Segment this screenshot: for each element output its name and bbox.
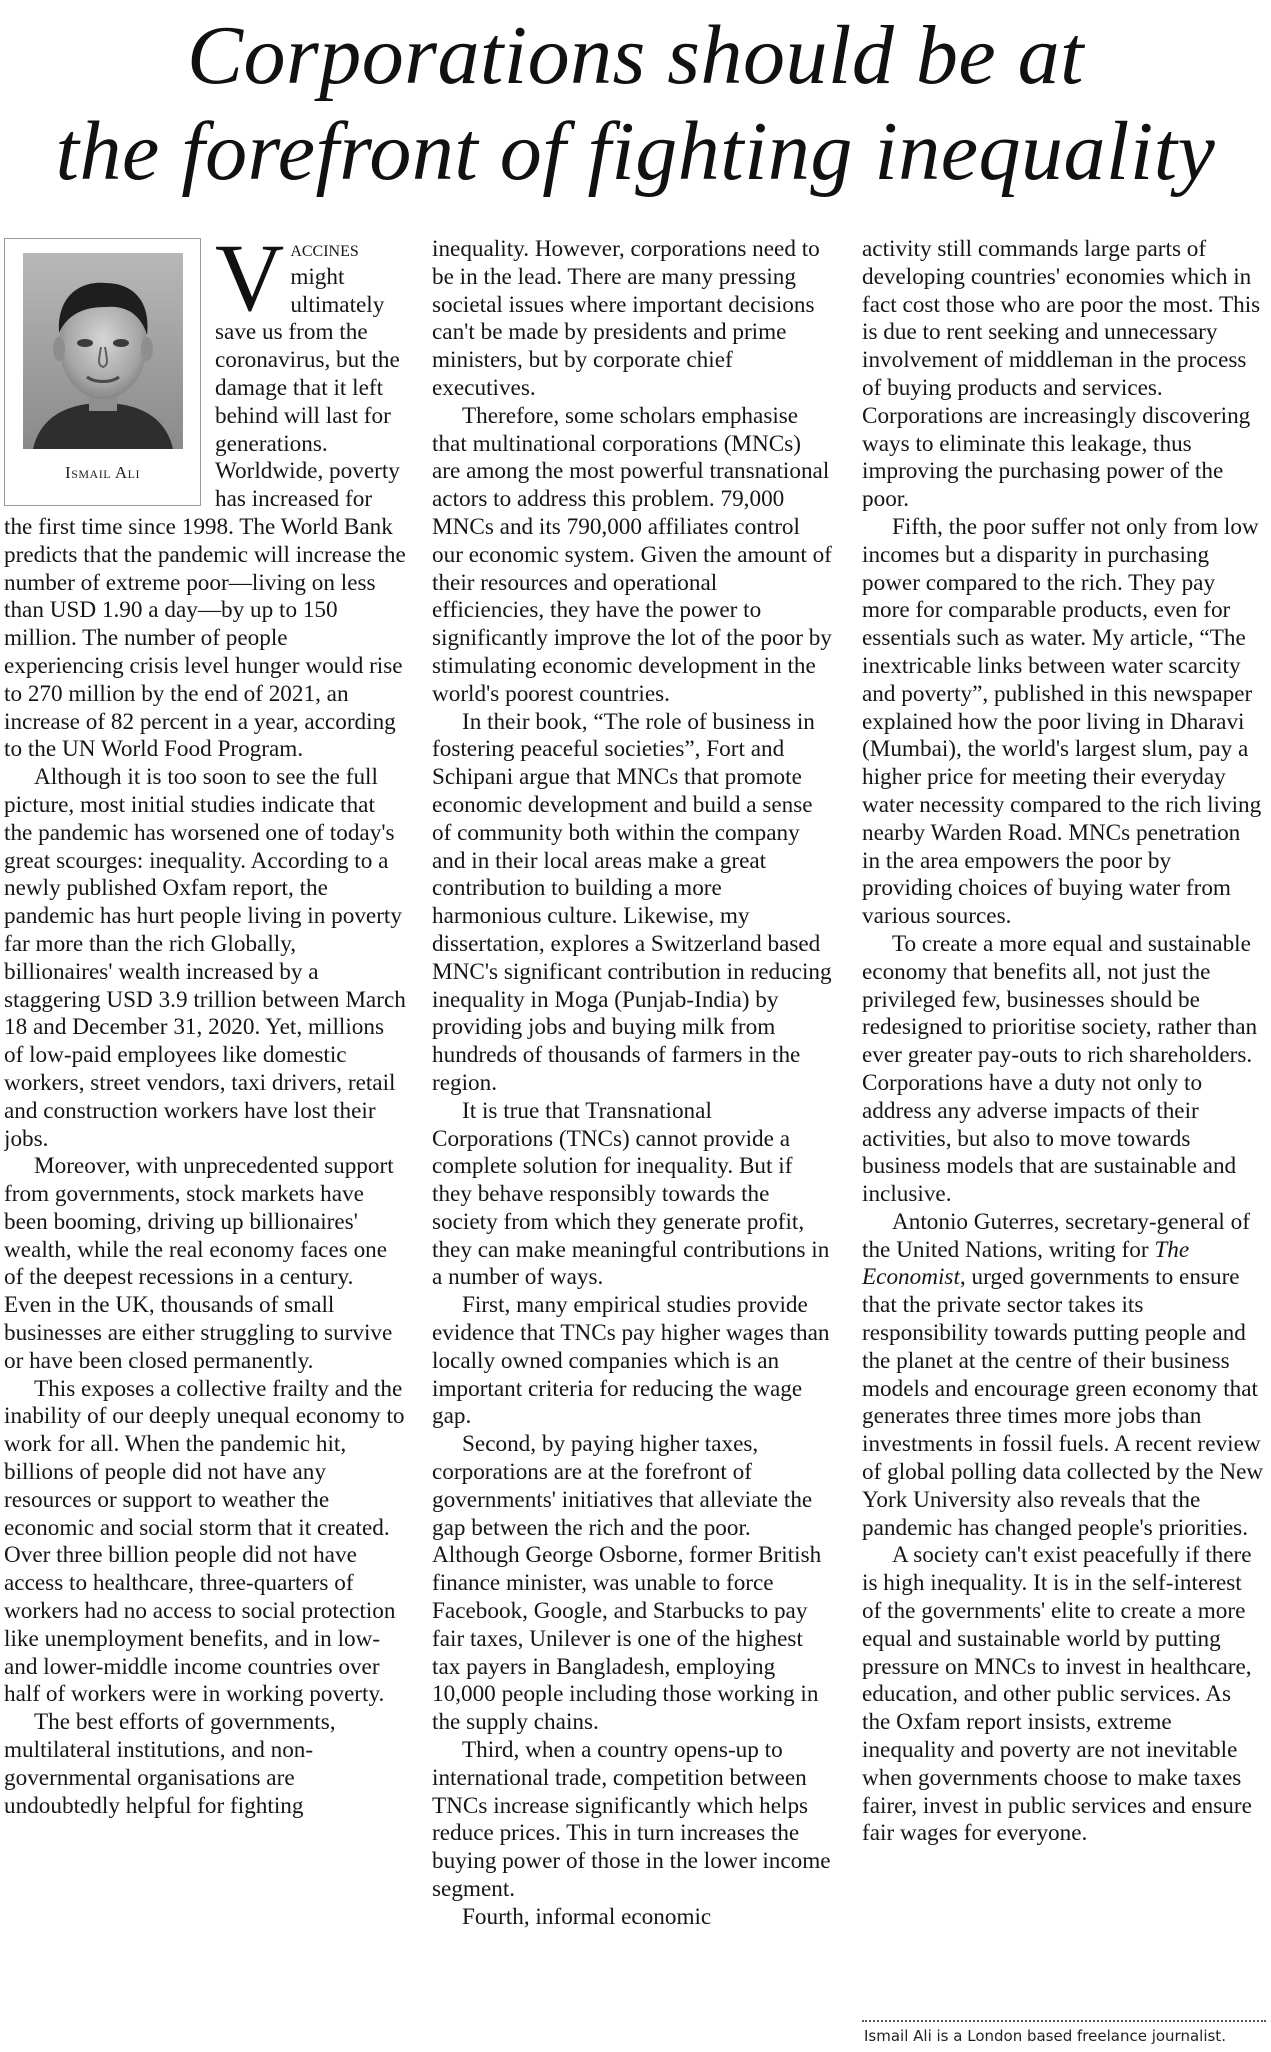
body-paragraph: Third, when a country opens-up to international trade, competition between TNCs increase significantly which helps reduce prices. This in turn increases the buying power of those in the lower income segment. <box>432 1737 831 1903</box>
body-paragraph: Therefore, some scholars emphasise that multinational corporations (MNCs) are among the most powerful transnational actors to address this problem. 79,000 MNCs and its 790,000 affiliates control our economic system. Given the amount of their resources and operational efficiencies, they have the power to significantly improve the lot of the poor by stimulating economic development in the world's poorest countries. <box>432 402 832 707</box>
publication-name: The Economist <box>862 1236 1190 1291</box>
article-column-1 <box>4 236 406 2032</box>
headline-line-2: the forefront of fighting inequality <box>55 105 1216 198</box>
author-portrait-icon <box>23 253 183 449</box>
body-paragraph-continued: inequality. However, corporations need to be in the lead. There are many pressing societal issues where important decisions can't be made by presidents and prime ministers, but by corporate chief executives. <box>432 236 820 401</box>
article-column-3 <box>862 236 1264 2016</box>
body-paragraph <box>862 1209 1264 1543</box>
guterres-text-after: , urged governments to ensure that the private sector takes its responsibility towards putting people and the planet at the centre of their business models and encourage green economy that generates three times more jobs than investments in fossil fuels. A recent review of global polling data collected by the New York University also reveals that the pandemic has changed people's priorities. <box>862 1264 1264 1541</box>
lead-text: might ultimately save us from the coronavirus, but the damage that it left behind will last for generations. Worldwide, poverty has increased for the first time since 1998. The World Bank predicts that the pandemic will increase the number of extreme poor—living on less than USD 1.90 a day—by up to 150 million. The number of people experiencing crisis level hunger would rise to 270 million by the end of 2021, an increase of 82 percent in a year, according to the UN World Food Program. <box>4 263 406 763</box>
closing-paragraph: A society can't exist peacefully if there is high inequality. It is in the self-interest of the governments' elite to create a more equal and sustainable world by putting pressure on MNCs to invest in healthcare, education, and other public services. As the Oxfam report insists, extreme inequality and poverty are not inevitable when governments choose to make taxes fairer, invest in public services and ensure fair wages for everyone. <box>862 1542 1252 1847</box>
body-paragraph: In their book, “The role of business in fostering peaceful societies”, Fort and Schipani argue that MNCs that promote economic development and build a sense of community both within the company and in their local areas make a great contribution to building a more harmonious culture. Likewise, my dissertation, explores a Switzerland based MNC's significant contribution in reducing inequality in Moga (Punjab-India) by providing jobs and buying milk from hundreds of thousands of farmers in the region. <box>432 708 832 1096</box>
drop-cap: V <box>215 236 285 331</box>
author-caption: Ismail Ali <box>65 463 140 482</box>
body-paragraph: Fourth, informal economic <box>462 1903 712 1930</box>
author-photo-box <box>4 238 201 506</box>
guterres-text-before: Antonio Guterres, secretary-general of the United Nations, writing for <box>862 1208 1250 1263</box>
headline-line-1: Corporations should be at <box>187 9 1084 102</box>
body-paragraph: Fifth, the poor suffer not only from low incomes but a disparity in purchasing power compared to the rich. They pay more for comparable products, even for essentials such as water. My article, “The inextricable links between water scarcity and poverty”, published in this newspaper explained how the poor living in Dharavi (Mumbai), the world's largest slum, pay a higher price for meeting their everyday water necessity compared to the rich living nearby Warden Road. MNCs penetration in the area empowers the poor by providing choices of buying water from various sources. <box>862 513 1262 930</box>
author-bio-note: Ismail Ali is a London based freelance journalist. <box>864 2027 1226 2045</box>
body-paragraph: Second, by paying higher taxes, corporations are at the forefront of governments' initiatives that alleviate the gap between the rich and the poor. Although George Osborne, former British finance minister, was unable to force Facebook, Google, and Starbucks to pay fair taxes, Unilever is one of the highest tax payers in Bangladesh, employing 10,000 people including those working in the supply chains. <box>432 1431 822 1736</box>
body-paragraph: Moreover, with unprecedented support from governments, stock markets have been booming, driving up billionaires' wealth, while the real economy faces one of the deepest recessions in a century. Even in the UK, thousands of small businesses are either struggling to survive or have been closed permanently. <box>4 1153 394 1374</box>
body-paragraph-continued: activity still commands large parts of developing countries' economies which in fact cost those who are poor the most. This is due to rent seeking and unnecessary involvement of middleman in the process of buying products and services. Corporations are increasingly discovering ways to eliminate this leakage, thus improving the purchasing power of the poor. <box>862 236 1261 513</box>
lead-smallcaps: accines <box>290 236 359 262</box>
article-column-2 <box>432 236 834 2032</box>
footer-divider <box>862 2020 1266 2022</box>
headline <box>0 8 1271 200</box>
body-paragraph: This exposes a collective frailty and the inability of our deeply unequal economy to work for all. When the pandemic hit, billions of people did not have any resources or support to weather the economic and social storm that it created. Over three billion people did not have access to healthcare, three-quarters of workers had no access to social protection like unemployment benefits, and in low- and lower-middle income countries over half of workers were in working poverty. <box>4 1375 405 1708</box>
body-paragraph: First, many empirical studies provide evidence that TNCs pay higher wages than locally owned companies which is an important criteria for reducing the wage gap. <box>432 1292 830 1430</box>
body-paragraph: To create a more equal and sustainable economy that benefits all, not just the privileged few, businesses should be redesigned to prioritise society, rather than ever greater pay-outs to rich shareholders. Corporations have a duty not only to address any adverse impacts of their activities, but also to move towards business models that are sustainable and inclusive. <box>862 930 1258 1208</box>
body-paragraph: Although it is too soon to see the full picture, most initial studies indicate that the pandemic has worsened one of today's great scourges: inequality. According to a newly published Oxfam report, the pandemic has hurt people living in poverty far more than the rich Globally, billionaires' wealth increased by a staggering USD 3.9 trillion between March 18 and December 31, 2020. Yet, millions of low-paid employees like domestic workers, street vendors, taxi drivers, retail and construction workers have lost their jobs. <box>4 764 406 1152</box>
body-paragraph: The best efforts of governments, multilateral institutions, and non-governmental organisations are undoubtedly helpful for fighting <box>4 1709 336 1819</box>
body-paragraph: It is true that Transnational Corporations (TNCs) cannot provide a complete solution for inequality. But if they behave responsibly towards the society from which they generate profit, they can make meaningful contributions in a number of ways. <box>432 1097 830 1291</box>
